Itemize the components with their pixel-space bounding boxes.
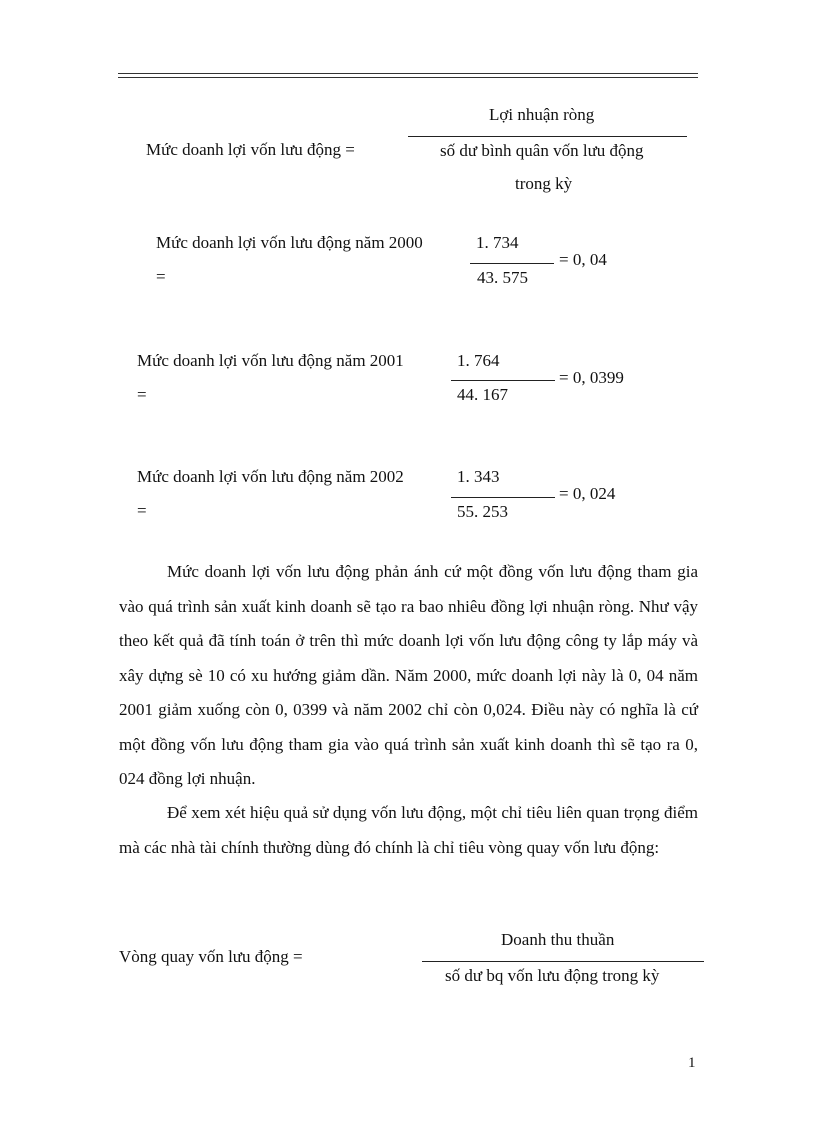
body-paragraph: Để xem xét hiệu quả sử dụng vốn lưu động, một chỉ tiêu liên quan trọng điểm mà các nhà tài chính thường dùng đó chính là chỉ tiêu vòng quay vốn lưu động: <box>119 803 698 857</box>
fraction-bar <box>451 380 555 381</box>
calc-numerator: 1. 734 <box>476 233 519 252</box>
formula-denominator: số dư bình quân vốn lưu động <box>440 141 644 160</box>
fraction-bar <box>451 497 555 498</box>
calc-denominator: 55. 253 <box>457 502 508 521</box>
formula-label: Vòng quay vốn lưu động = <box>119 947 303 966</box>
calc-result: = 0, 04 <box>559 250 607 269</box>
fraction-bar <box>422 961 704 962</box>
formula-denominator: số dư bq vốn lưu động trong kỳ <box>445 966 660 985</box>
formula-label: Mức doanh lợi vốn lưu động = <box>146 140 355 159</box>
calc-label: Mức doanh lợi vốn lưu động năm 2001 <box>137 351 404 370</box>
calc-denominator: 43. 575 <box>477 268 528 287</box>
fraction-bar <box>470 263 554 264</box>
calc-numerator: 1. 343 <box>457 467 500 486</box>
calc-label: Mức doanh lợi vốn lưu động năm 2002 <box>137 467 404 486</box>
calc-result: = 0, 0399 <box>559 368 624 387</box>
header-rule-top <box>118 73 698 74</box>
body-paragraph: Mức doanh lợi vốn lưu động phản ánh cứ một đồng vốn lưu động tham gia vào quá trình sản xuất kinh doanh sẽ tạo ra bao nhiêu đồng lợi nhuận ròng. Như vậy theo kết quả đã tính toán ở trên thì mức doanh lợi vốn lưu động công ty lắp máy và xây dựng sè 10 có xu hướng giảm dần. Năm 2000, mức doanh lợi này là 0, 04 năm 2001 giảm xuống còn 0, 0399 và năm 2002 chỉ còn 0,024. Điều này có nghĩa là cứ một đồng vốn lưu động tham gia vào quá trình sản xuất kinh doanh thì sẽ tạo ra 0, 024 đồng lợi nhuận. <box>119 562 698 788</box>
calc-denominator: 44. 167 <box>457 385 508 404</box>
formula-denominator-cont: trong kỳ <box>515 174 573 193</box>
calc-eq: = <box>137 385 147 404</box>
calc-eq: = <box>137 501 147 520</box>
header-rule-bottom <box>118 77 698 78</box>
formula-numerator: Doanh thu thuần <box>501 930 615 949</box>
page-number: 1 <box>688 1055 696 1071</box>
calc-eq: = <box>156 267 166 286</box>
fraction-bar <box>408 136 687 137</box>
calc-label: Mức doanh lợi vốn lưu động năm 2000 <box>156 233 423 252</box>
formula-numerator: Lợi nhuận ròng <box>489 105 595 124</box>
calc-numerator: 1. 764 <box>457 351 500 370</box>
calc-result: = 0, 024 <box>559 484 616 503</box>
